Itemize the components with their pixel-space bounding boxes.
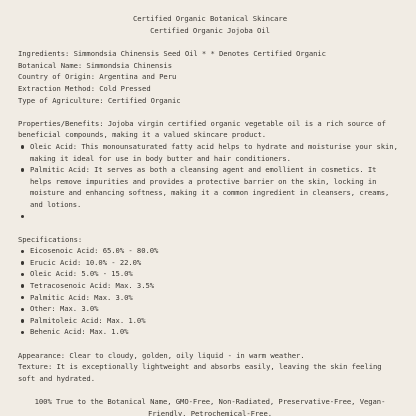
list-item: Palmitic Acid: Max. 3.0% — [30, 292, 402, 304]
header — [18, 13, 402, 36]
page-title: Certified Organic Botanical Skincare — [133, 14, 287, 23]
appearance-line: Appearance: Clear to cloudy, golden, oily liquid - in warm weather. — [18, 350, 305, 360]
specifications-heading: Specifications: — [18, 234, 83, 244]
list-item: Palmitoleic Acid: Max. 1.0% — [30, 315, 402, 327]
agriculture-type-line: Type of Agriculture: Certified Organic — [18, 95, 181, 105]
extraction-method-line: Extraction Method: Cold Pressed — [18, 83, 151, 93]
list-item: Palmitic Acid: It serves as both a cleansing agent and emollient in cosmetics. It helps remove impurities and provides a protective barrier on the skin, locking in moisture and enhancing softness, making it a common ingredient in cleansers, creams, and lotions. — [30, 164, 402, 210]
list-item — [30, 211, 402, 223]
list-item: Oleic Acid: 5.0% - 15.0% — [30, 268, 402, 280]
properties-section — [18, 118, 402, 222]
specifications-list — [18, 245, 402, 338]
texture-line: Texture: It is exceptionally lightweight and absorbs easily, leaving the skin feeling soft and hydrated. — [18, 362, 382, 383]
description-section — [18, 350, 402, 385]
list-item: Eicosenoic Acid: 65.0% - 80.0% — [30, 245, 402, 257]
product-meta — [18, 48, 402, 106]
country-of-origin-line: Country of Origin: Argentina and Peru — [18, 72, 177, 82]
spacer — [18, 106, 402, 118]
properties-list — [18, 141, 402, 222]
footer-claims: 100% True to the Botanical Name, GMO-Free, Non-Radiated, Preservative-Free, Vegan-Friendly, Petrochemical-Free. — [34, 397, 386, 416]
specifications-section — [18, 234, 402, 338]
list-item: Erucic Acid: 10.0% - 22.0% — [30, 257, 402, 269]
list-item: Other: Max. 3.0% — [30, 303, 402, 315]
ingredients-line: Ingredients: Simmondsia Chinensis Seed Oil * * Denotes Certified Organic — [18, 49, 326, 59]
botanical-name-line: Botanical Name: Simmondsia Chinensis — [18, 60, 172, 70]
product-title: Certified Organic Jojoba Oil — [150, 25, 270, 35]
properties-intro: Properties/Benefits: Jojoba virgin certified organic vegetable oil is a rich source of beneficial compounds, making it a valued skincare product. — [18, 118, 386, 140]
list-item: Oleic Acid: This monounsaturated fatty acid helps to hydrate and moisturise your skin, making it ideal for use in body butter and hair conditioners. — [30, 141, 402, 164]
list-item: Tetracosenoic Acid: Max. 3.5% — [30, 280, 402, 292]
spacer — [18, 222, 402, 234]
spacer — [18, 338, 402, 350]
list-item: Behenic Acid: Max. 1.0% — [30, 326, 402, 338]
